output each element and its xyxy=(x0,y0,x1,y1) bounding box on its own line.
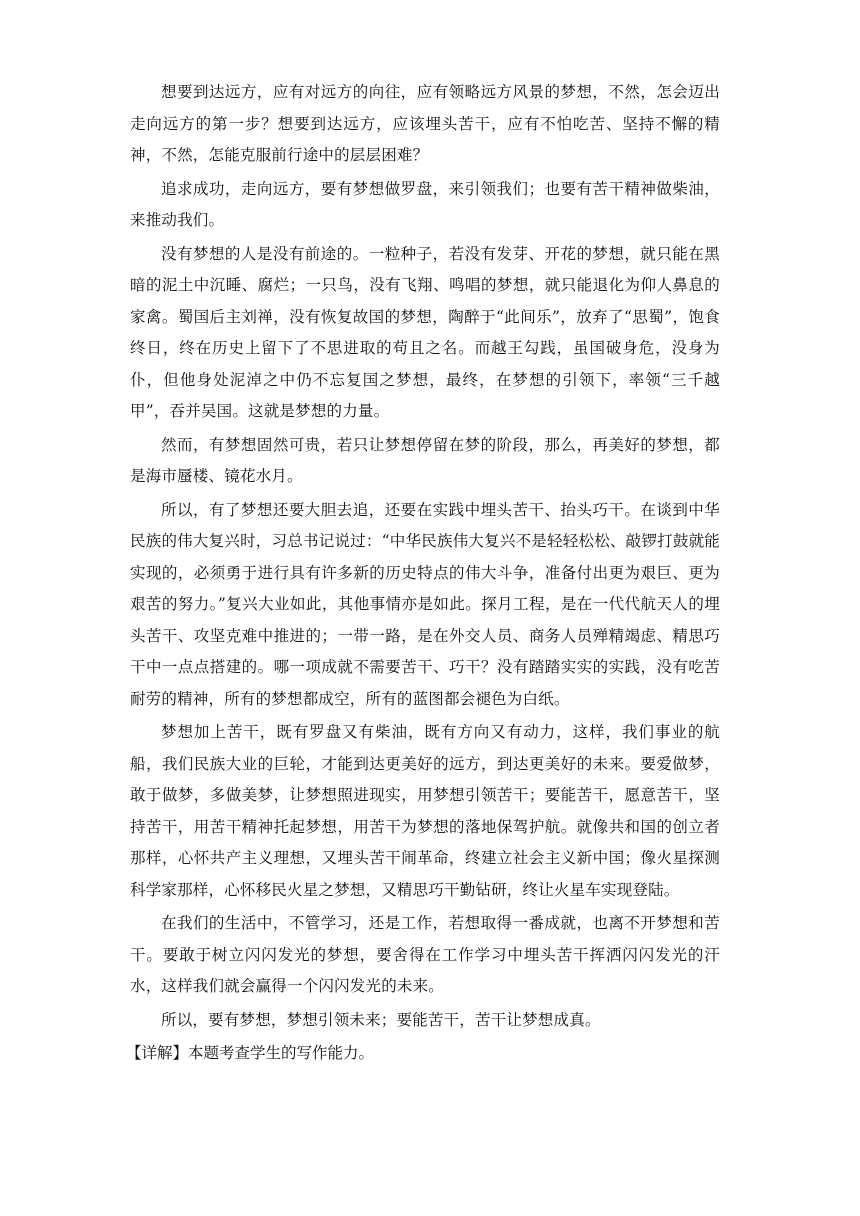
paragraph-7: 在我们的生活中，不管学习，还是工作，若想取得一番成就，也离不开梦想和苦干。要敢于树立闪闪发光的梦想，要舍得在工作学习中埋头苦干挥洒闪闪发光的汗水，这样我们就会赢得一个闪闪发光的未来。 xyxy=(130,914,720,995)
paragraph-2: 追求成功，走向远方，要有梦想做罗盘，来引领我们；也要有苦干精神做柴油，来推动我们。 xyxy=(130,179,720,229)
paragraph-4: 然而，有梦想固然可贵，若只让梦想停留在梦的阶段，那么，再美好的梦想，都是海市蜃楼、镜花水月。 xyxy=(130,435,720,485)
essay-body xyxy=(126,77,720,1070)
detail-note: 【详解】本题考查学生的写作能力。 xyxy=(126,1044,375,1062)
paragraph-1: 想要到达远方，应有对远方的向往，应有领略远方风景的梦想，不然，怎会迈出走向远方的第一步？想要到达远方，应该埋头苦干，应有不怕吃苦、坚持不懈的精神，不然，怎能克服前行途中的层层困难？ xyxy=(130,83,720,164)
paragraph-6: 梦想加上苦干，既有罗盘又有柴油，既有方向又有动力，这样，我们事业的航船，我们民族大业的巨轮，才能到达更美好的远方，到达更美好的未来。要爱做梦，敢于做梦，多做美梦，让梦想照进现实，用梦想引领苦干；要能苦干，愿意苦干，坚持苦干，用苦干精神托起梦想，用苦干为梦想的落地保驾护航。就像共和国的创立者那样，心怀共产主义理想，又埋头苦干闹革命，终建立社会主义新中国；像火星探测科学家那样，心怀移民火星之梦想，又精思巧干勤钻研，终让火星车实现登陆。 xyxy=(130,723,720,899)
paragraph-8: 所以，要有梦想，梦想引领未来；要能苦干，苦干让梦想成真。 xyxy=(161,1010,601,1029)
paragraph-5: 所以，有了梦想还要大胆去追，还要在实践中埋头苦干、抬头巧干。在谈到中华民族的伟大复兴时，习总书记说过：“中华民族伟大复兴不是轻轻松松、敲锣打鼓就能实现的，必须勇于进行具有许多新的历史特点的伟大斗争，准备付出更为艰巨、更为艰苦的努力。”复兴大业如此，其他事情亦是如此。探月工程，是在一代代航天人的埋头苦干、攻坚克难中推进的；一带一路，是在外交人员、商务人员殚精竭虑、精思巧干中一点点搭建的。哪一项成就不需要苦干、巧干？没有踏踏实实的实践，没有吃苦耐劳的精神，所有的梦想都成空，所有的蓝图都会褪色为白纸。 xyxy=(130,500,720,708)
paragraph-3: 没有梦想的人是没有前途的。一粒种子，若没有发芽、开花的梦想，就只能在黑暗的泥土中沉睡、腐烂；一只鸟，没有飞翔、鸣唱的梦想，就只能退化为仰人鼻息的家禽。蜀国后主刘禅，没有恢复故国的梦想，陶醉于“此间乐”，放弃了“思蜀”，饱食终日，终在历史上留下了不思进取的苟且之名。而越王勾践，虽国破身危，没身为仆，但他身处泥淖之中仍不忘复国之梦想，最终，在梦想的引领下，率领“三千越甲”，吞并吴国。这就是梦想的力量。 xyxy=(130,244,720,420)
